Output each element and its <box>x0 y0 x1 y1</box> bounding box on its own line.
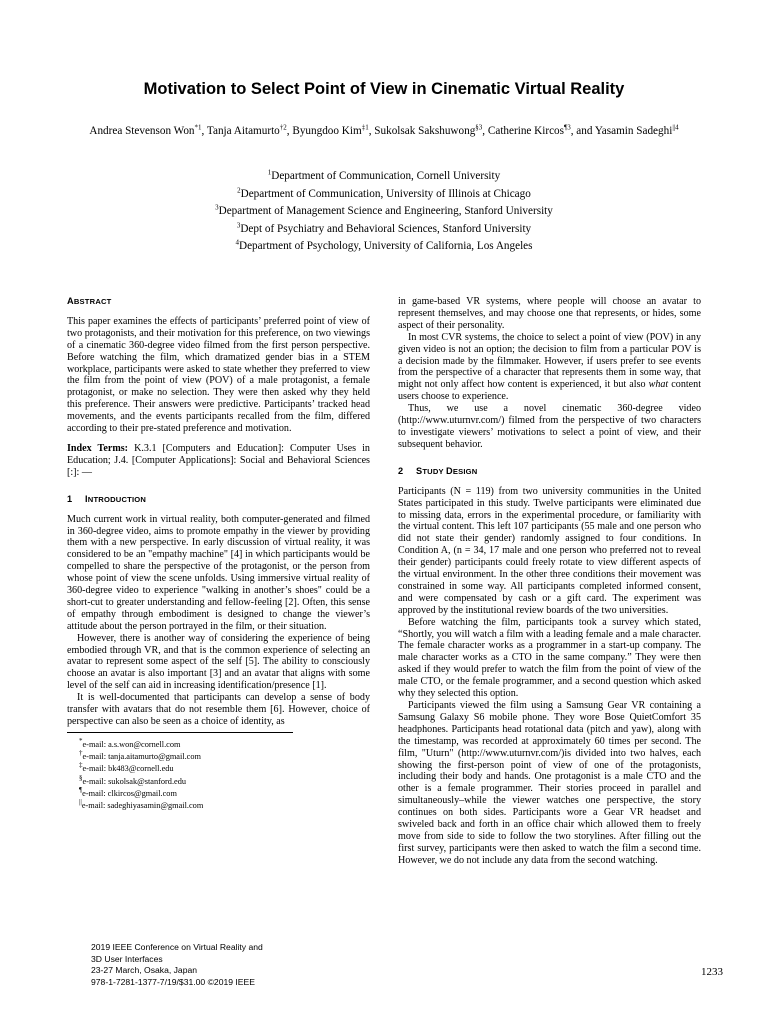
author-mark: †2 <box>279 123 287 132</box>
footnote: ‡e-mail: bk483@cornell.edu <box>79 761 174 774</box>
author-mark: ¶3 <box>564 123 571 132</box>
footnote: *e-mail: a.s.won@cornell.com <box>79 737 181 749</box>
page-number: 1233 <box>701 966 723 978</box>
author-mark: ‡1 <box>361 123 369 132</box>
author-mark: *1 <box>194 123 202 132</box>
study-paragraph: Participants viewed the film using a Samsung Gear VR containing a Samsung Galaxy S6 mobile phone. They wore Bose QuietComfort 35 headphones. Participants head rotational data (pitch and yaw), along with the timestamp, was recorded at approximately 60 times per second. The film, "Uturn" (http://www.uturnvr.com/)is divided into two halves, each showing the first-person point of view of one of the protagonists, including their body and hands. One protagonist is a male CTO and the other is a female programmer. Their stories proceed in parallel and simultaneously–while the viewer watches one perspective, the story continues on both sides. Participants wore a Gear VR headset and swiveled back and forth in an office chair which allowed them to freely move from side to side to follow the two storylines. After filling out the first survey, participants were then asked to watch the film a second time. However, we do not include any data from the second watching. <box>398 700 701 866</box>
affiliation: $^2$Department of Communication, University of Illinois at Chicago <box>237 185 531 200</box>
left-column <box>67 296 370 812</box>
intro-paragraph: in game-based VR systems, where people will choose an avatar to represent themselves, and may choose one that represents, or hides, some aspect of their personality. <box>398 296 701 331</box>
footnotes <box>67 739 370 812</box>
intro-heading: 1 INTRODUCTION <box>67 493 147 504</box>
footnote: ¶e-mail: clkircos@gmail.com <box>79 785 177 798</box>
affiliation: $^3$Dept of Psychiatry and Behavioral Sciences, Stanford University <box>236 220 532 235</box>
abstract-text: This paper examines the effects of participants’ preferred point of view of two protagonists, and their motivation for this preference, on two viewings of a cinematic 360-degree video filmed from the first person perspective. Before watching the film, which dramatized gender bias in a STEM workplace, participants were asked to state whether they preferred to view the film from the point of view (POV) of a male protagonist, a female protagonist, or make no selection. They were then asked why they held this preference. Their answers were predictive. Participants’ tracked head movements, and the events participants recalled from the film, differed according to their pre-stated preference and motivation. <box>67 315 370 435</box>
study-heading: 2 STUDY DESIGN <box>398 465 478 476</box>
author-name: Catherine Kircos <box>487 125 565 137</box>
affiliation: $^3$Department of Management Science and Engineering, Stanford University <box>215 203 553 217</box>
author-name: Tanja Aitamurto <box>206 125 280 137</box>
study-paragraph: Before watching the film, participants took a survey which stated, “Shortly, you will watch a film with a leading female and a male character. The female character works as a programmer in a start-up company. The male character works as a CTO in the same company.” They were then asked if they would prefer to watch the film from the point of view of the male CTO, or the female programmer, and a second question which asked why they selected this option. <box>398 616 701 700</box>
intro-paragraph: However, there is another way of considering the experience of being embodied through VR, and that is the common experience of selecting an avatar to represent some aspect of the self [5]. The ability to consciously choose an avatar is also important [3] and an avatar that aligns with some level of the self can aid in increasing identification/presence [1]. <box>67 632 370 692</box>
conference-info: 2019 IEEE Conference on Virtual Reality and 3D User Interfaces 23-27 March, Osaka, Japan 978-1-7281-1377-7/19/$31.00 ©2019 IEEE <box>91 942 263 987</box>
author-mark: §3 <box>475 123 483 132</box>
author-name: Yasamin Sadeghi <box>594 125 673 137</box>
intro-paragraph: It is well-documented that participants can develop a sense of body transfer with avatars that do not resemble them [6]. However, choice of perspective can also be seen as a choice of identity, as <box>67 692 370 727</box>
footnote-rule <box>67 732 293 733</box>
author-name: Andrea Stevenson Won <box>89 125 195 137</box>
footnote: ||e-mail: sadeghiyasamin@gmail.com <box>79 798 204 810</box>
footnote: §e-mail: sukolsak@stanford.edu <box>79 773 186 786</box>
footnote: †e-mail: tanja.aitamurto@gmail.com <box>79 749 201 762</box>
study-paragraph: Participants (N = 119) from two university communities in the United States participated in this study. Twelve participants were eliminated due to missing data, errors in the experimental procedure, or familiarity with the virtual content. This left 107 participants (55 male and one person who did not state their gender) randomly assigned to four conditions. In Condition A, (n = 34, 17 male and one person who preferred not to reveal their gender) participants could freely rotate to view different aspects of the virtual environment. In the other three conditions their movement was constrained in some way. All participants completed informed consent, and were compensated by cash or a gift card. The experiment was approved by the institutional review boards of the two universities. <box>398 485 701 616</box>
affiliation: $^1$Department of Communication, Cornell University <box>267 168 501 182</box>
author-mark: ||4 <box>672 123 679 132</box>
author-name: Byungdoo Kim <box>292 125 362 137</box>
intro-paragraph: Much current work in virtual reality, both computer-generated and filmed in 360-degree video, aims to promote empathy in the viewer by providing them with a new perspective. In early discussion of virtual reality, it was considered to be an "empathy machine" [4] in which participants would be compelled to share the perspective of the protagonist, or the person from whose point of view the scene unfolds. Using immersive virtual reality of 360-degree video to experience "walking in another’s shoes" could be a short-cut to greater understanding and fellow-feeling [2]. Often, this sense of empathy through embodiment is designed to change the viewer’s attitude about the person portrayed in the film, or their situation. <box>67 513 370 632</box>
intro-paragraph: Thus, we use a novel cinematic 360-degree video (http://www.uturnvr.com/) filmed from the perspective of two characters to investigate viewers’ motivations to select a point of view, and their subsequent behavior. <box>398 403 701 450</box>
author-list: Andrea Stevenson Won$^{*1}$, Tanja Aitamurto$^{\dagger 2}$, Byungdoo Kim$^{\ddagger 1}$, Sukolsak Sakshuwong$^{\S 3}$, Catherine Kircos$^{\P 3}$, and Yasamin Sadeghi$^{||4}$ <box>89 123 679 137</box>
paper-title: Motivation to Select Point of View in Cinematic Virtual Reality <box>143 80 625 98</box>
index-terms: Index Terms: K.3.1 [Computers and Education]: Computer Uses in Education; J.4. [Computer Applications]: Social and Behavioral Sciences [:]: — <box>67 442 370 478</box>
intro-paragraph: In most CVR systems, the choice to select a point of view (POV) in any given video is not an option; the decision to film from a particular POV is a decision made by the filmmaker. However, if users prefer to see events from the perspective of a character that represents them in some way, that might not only affect how content is experienced, it but also what content users choose to experience. <box>398 331 702 403</box>
abstract-heading: ABSTRACT <box>67 296 112 306</box>
author-name: Sukolsak Sakshuwong <box>374 125 476 137</box>
right-column <box>398 296 701 867</box>
affiliation: $^4$Department of Psychology, University of California, Los Angeles <box>235 238 533 252</box>
affiliation-list <box>100 168 668 256</box>
